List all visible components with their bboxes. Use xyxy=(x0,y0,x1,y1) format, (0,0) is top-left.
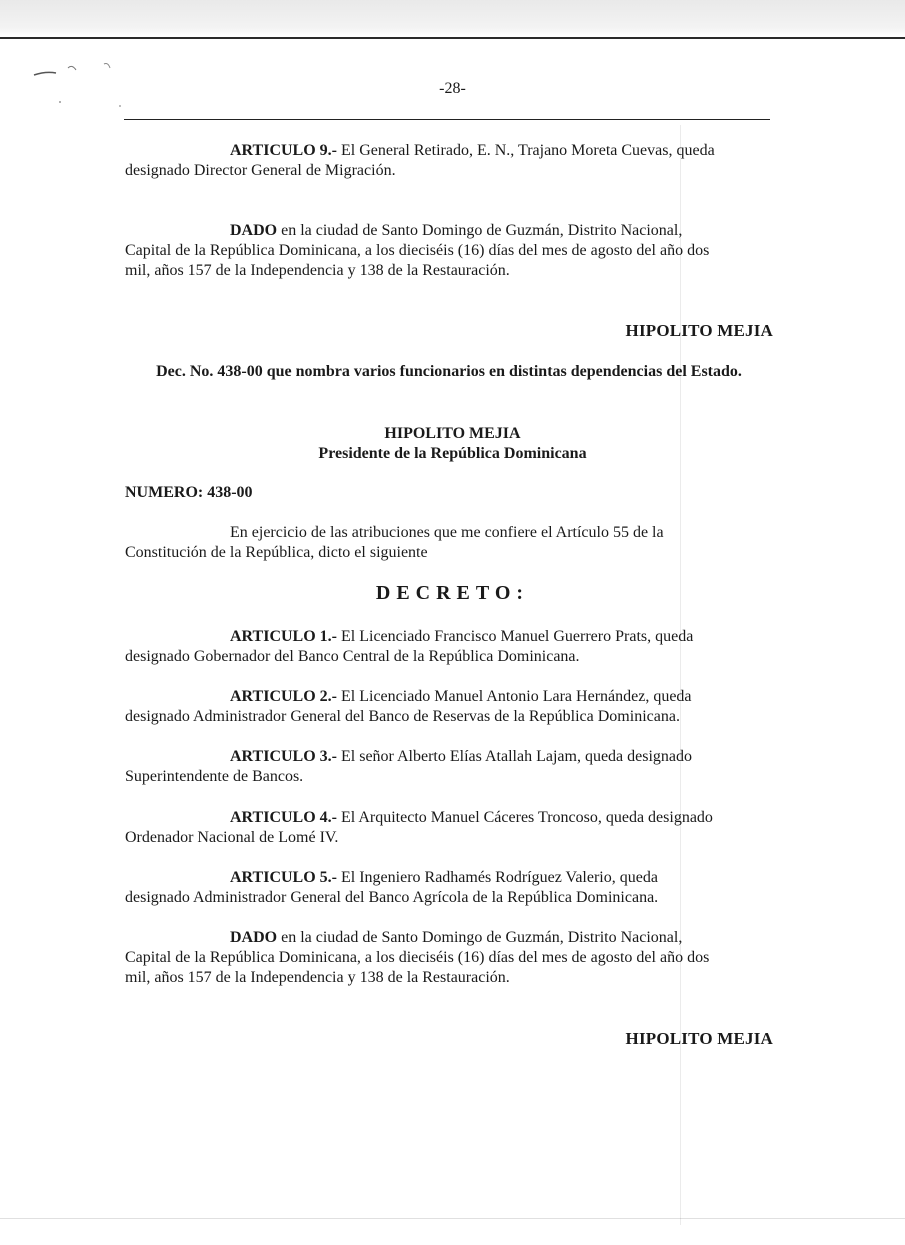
dado-2-line2: Capital de la República Dominicana, a los dieciséis (16) días del mes de agosto del año dos xyxy=(125,949,710,966)
article-9-heading: ARTICULO 9.- xyxy=(230,142,337,159)
decreto-heading: DECRETO: xyxy=(375,582,530,604)
dado-2-heading: DADO xyxy=(230,929,278,946)
president-block xyxy=(0,424,905,464)
scan-fold-line xyxy=(680,125,681,1225)
president-name: HIPOLITO MEJIA xyxy=(384,425,521,442)
dado-1-line1: en la ciudad de Santo Domingo de Guzmán, Distrito Nacional, xyxy=(277,222,683,239)
article-1-paragraph xyxy=(125,627,773,667)
header-rule xyxy=(124,119,770,120)
dado-2-line1: en la ciudad de Santo Domingo de Guzmán, Distrito Nacional, xyxy=(277,929,683,946)
preamble-paragraph xyxy=(125,523,773,563)
decree-title: Dec. No. 438-00 que nombra varios funcionarios en distintas dependencias del Estado. xyxy=(156,363,742,380)
article-3-paragraph xyxy=(125,747,773,787)
signature-2: HIPOLITO MEJIA xyxy=(625,1029,773,1048)
dado-1-heading: DADO xyxy=(230,222,278,239)
dado-paragraph-2 xyxy=(125,928,773,988)
president-title: Presidente de la República Dominicana xyxy=(318,445,587,462)
scan-bottom-line xyxy=(0,1218,905,1219)
article-3-line1: El señor Alberto Elías Atallah Lajam, queda designado xyxy=(337,748,693,765)
signature-1: HIPOLITO MEJIA xyxy=(625,321,773,340)
article-4-heading: ARTICULO 4.- xyxy=(230,809,337,826)
article-2-line1: El Licenciado Manuel Antonio Lara Hernández, queda xyxy=(337,688,692,705)
article-1-heading: ARTICULO 1.- xyxy=(230,628,337,645)
article-3-line2: Superintendente de Bancos. xyxy=(125,768,304,785)
article-2-line2: designado Administrador General del Banco de Reservas de la República Dominicana. xyxy=(125,708,680,725)
preamble-line2: Constitución de la República, dicto el siguiente xyxy=(125,544,428,561)
article-9-text-line2: designado Director General de Migración. xyxy=(125,162,396,179)
article-3-heading: ARTICULO 3.- xyxy=(230,748,337,765)
article-4-paragraph xyxy=(125,808,773,848)
article-2-heading: ARTICULO 2.- xyxy=(230,688,337,705)
article-9-paragraph xyxy=(125,141,773,181)
article-5-line1: El Ingeniero Radhamés Rodríguez Valerio, queda xyxy=(337,869,658,886)
decree-number: NUMERO: 438-00 xyxy=(125,484,253,501)
article-5-line2: designado Administrador General del Banco Agrícola de la República Dominicana. xyxy=(125,889,659,906)
page-number: -28- xyxy=(439,80,466,97)
article-4-line1: El Arquitecto Manuel Cáceres Troncoso, queda designado xyxy=(337,809,713,826)
dado-paragraph-1 xyxy=(125,221,773,281)
article-2-paragraph xyxy=(125,687,773,727)
article-1-line1: El Licenciado Francisco Manuel Guerrero Prats, queda xyxy=(337,628,694,645)
dado-1-line3: mil, años 157 de la Independencia y 138 de la Restauración. xyxy=(125,262,510,279)
preamble-line1: En ejercicio de las atribuciones que me confiere el Artículo 55 de la xyxy=(230,524,664,541)
dado-2-line3: mil, años 157 de la Independencia y 138 de la Restauración. xyxy=(125,969,510,986)
article-9-text-line1: El General Retirado, E. N., Trajano Moreta Cuevas, queda xyxy=(337,142,715,159)
article-1-line2: designado Gobernador del Banco Central de la República Dominicana. xyxy=(125,648,580,665)
article-5-paragraph xyxy=(125,868,773,908)
article-5-heading: ARTICULO 5.- xyxy=(230,869,337,886)
scan-top-edge xyxy=(0,0,905,38)
article-4-line2: Ordenador Nacional de Lomé IV. xyxy=(125,829,339,846)
dado-1-line2: Capital de la República Dominicana, a los dieciséis (16) días del mes de agosto del año dos xyxy=(125,242,710,259)
scan-top-border xyxy=(0,37,905,39)
